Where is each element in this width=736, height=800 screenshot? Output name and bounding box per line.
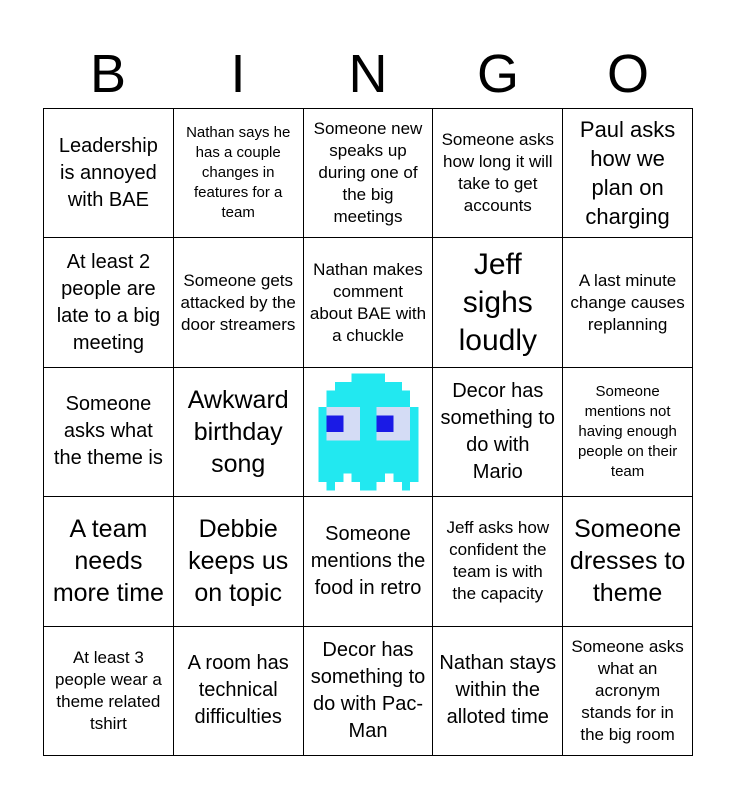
free-space-cell[interactable] (304, 368, 434, 497)
header-letter-i: I (230, 44, 246, 104)
cell-text: Decor has something to do with Pac-Man (310, 638, 426, 742)
bingo-cell-r5c2[interactable] (174, 627, 304, 756)
cell-text: Someone asks what an acronym stands for in the big room (571, 636, 684, 744)
cell-text: Someone gets attacked by the door streamers (180, 270, 296, 334)
cell-text: Awkward birthday song (187, 385, 289, 478)
cell-text: Someone new speaks up during one of the big meetings (313, 119, 423, 227)
cell-text: At least 2 people are late to a big meeting (56, 250, 161, 354)
cell-text: At least 3 people wear a theme related tshirt (54, 647, 162, 733)
bingo-cell-r1c1[interactable] (44, 109, 174, 238)
pacman-ghost-icon (310, 373, 427, 491)
bingo-cell-r3c1[interactable] (44, 368, 174, 497)
cell-text: Jeff asks how confident the team is with the capacity (446, 518, 550, 604)
bingo-cell-r1c4[interactable] (433, 109, 563, 238)
cell-text: Jeff sighs loudly (458, 247, 537, 357)
bingo-cell-r2c5[interactable] (563, 238, 693, 367)
cell-text: Someone mentions the food in retro (310, 522, 426, 599)
cell-text: Someone asks what the theme is (53, 393, 163, 470)
header-letter-n: N (348, 44, 388, 104)
bingo-cell-r4c5[interactable] (563, 497, 693, 626)
bingo-cell-r4c1[interactable] (44, 497, 174, 626)
bingo-cell-r5c5[interactable] (563, 627, 693, 756)
header-letter-b: B (89, 44, 127, 104)
bingo-cell-r1c2[interactable] (174, 109, 304, 238)
cell-text: Debbie keeps us on topic (188, 515, 289, 608)
bingo-cell-r5c1[interactable] (44, 627, 174, 756)
header-letter-o: O (606, 44, 649, 104)
cell-text: A room has technical difficulties (187, 652, 289, 729)
bingo-cell-r2c1[interactable] (44, 238, 174, 367)
bingo-cell-r4c3[interactable] (304, 497, 434, 626)
cell-text: Someone asks how long it will take to get accounts (441, 130, 555, 216)
cell-text: A team needs more time (52, 515, 164, 608)
bingo-cell-r5c3[interactable] (304, 627, 434, 756)
cell-text: Nathan makes comment about BAE with a chuckle (309, 259, 427, 345)
bingo-cell-r2c3[interactable] (304, 238, 434, 367)
bingo-header (43, 40, 693, 108)
bingo-cell-r4c2[interactable] (174, 497, 304, 626)
bingo-cell-r2c2[interactable] (174, 238, 304, 367)
cell-text: Nathan stays within the alloted time (439, 652, 557, 729)
cell-text: Decor has something to do with Mario (440, 379, 556, 483)
bingo-cell-r3c5[interactable] (563, 368, 693, 497)
cell-text: A last minute change causes replanning (570, 270, 685, 334)
bingo-cell-r5c4[interactable] (433, 627, 563, 756)
header-letter-g: G (476, 44, 519, 104)
bingo-cell-r3c2[interactable] (174, 368, 304, 497)
bingo-cell-r1c5[interactable] (563, 109, 693, 238)
bingo-cell-r2c4[interactable] (433, 238, 563, 367)
cell-text: Paul asks how we plan on charging (579, 117, 676, 230)
cell-text: Nathan says he has a couple changes in features for a team (186, 124, 291, 222)
cell-text: Leadership is annoyed with BAE (58, 134, 158, 211)
bingo-cell-r4c4[interactable] (433, 497, 563, 626)
cell-text: Someone mentions not having enough people on their team (577, 382, 678, 480)
cell-text: Someone dresses to theme (569, 515, 686, 608)
bingo-grid (43, 108, 693, 756)
bingo-cell-r3c4[interactable] (433, 368, 563, 497)
bingo-cell-r1c3[interactable] (304, 109, 434, 238)
